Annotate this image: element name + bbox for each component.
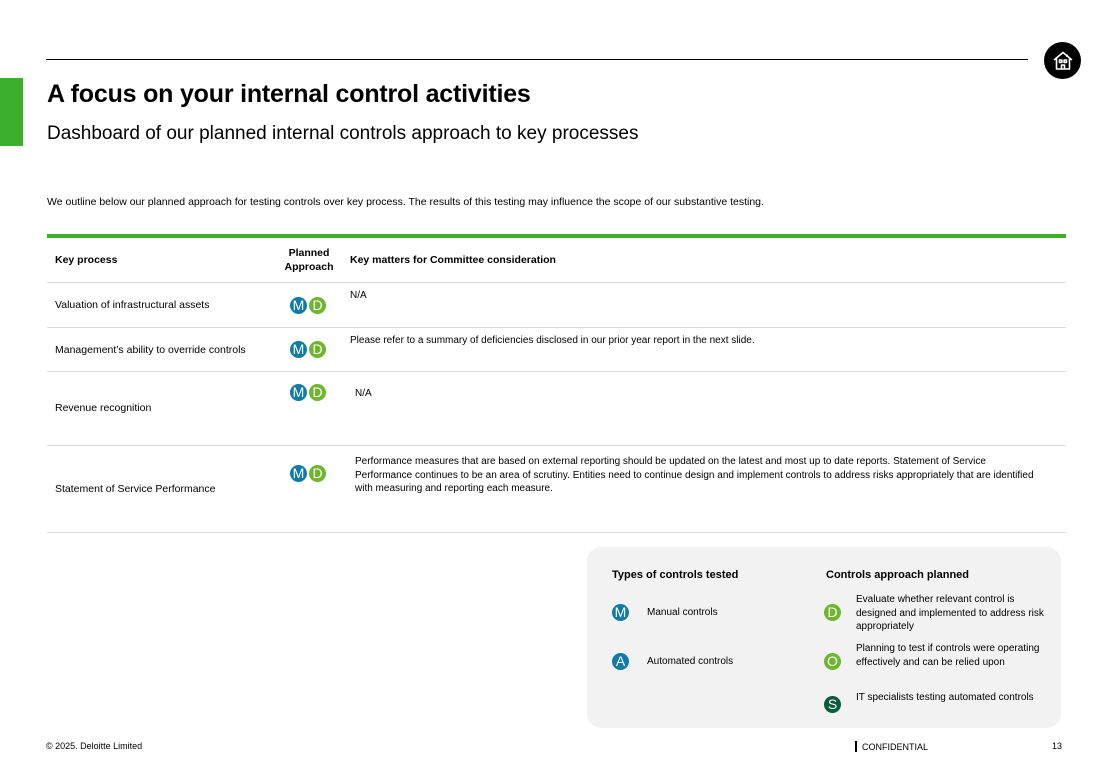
design-implement-badge: D: [309, 297, 326, 314]
design-implement-badge: D: [309, 341, 326, 358]
row-matters: Performance measures that are based on external reporting should be updated on the latest and most up to date reports. Statement of Service Performance continues to be an area of scrutiny. Entities need to continue design and implement controls to address risks appropriately that are identified with measuring and reporting each measure.: [355, 456, 1034, 494]
legend-design-label: Evaluate whether relevant control is designed and implemented to address risk appropriately: [856, 594, 1044, 632]
row-divider: [47, 371, 1066, 372]
page-subtitle: Dashboard of our planned internal controls approach to key processes: [47, 123, 639, 144]
legend-approach-heading: Controls approach planned: [826, 569, 970, 581]
legend-types-heading: Types of controls tested: [612, 569, 739, 581]
automated-controls-badge: A: [612, 653, 629, 670]
row-divider: [47, 445, 1066, 446]
accent-bar: [0, 78, 23, 146]
footer-confidential-text: CONFIDENTIAL: [862, 742, 929, 752]
row-matters: N/A: [350, 290, 367, 301]
manual-controls-badge: M: [290, 465, 307, 482]
row-process: Revenue recognition: [55, 402, 152, 414]
footer-divider: [855, 741, 857, 752]
footer-copyright: © 2025. Deloitte Limited: [46, 741, 143, 751]
row-badges: [290, 341, 326, 358]
design-implement-badge: D: [824, 604, 841, 621]
design-implement-badge: D: [309, 465, 326, 482]
header-planned-approach: [280, 246, 338, 274]
home-icon: [1051, 49, 1075, 73]
top-rule: [46, 59, 1028, 60]
home-button[interactable]: [1044, 42, 1081, 79]
header-key-process: Key process: [55, 254, 118, 266]
header-approach-line1: Planned: [288, 247, 330, 259]
legend-manual-label: Manual controls: [647, 607, 718, 618]
row-badges: [290, 465, 326, 482]
row-matters: Please refer to a summary of deficiencies disclosed in our prior year report in the next slide.: [350, 335, 755, 346]
row-process: Statement of Service Performance: [55, 483, 216, 495]
row-badges: [290, 384, 326, 401]
manual-controls-badge: M: [290, 384, 307, 401]
it-specialists-badge: S: [824, 696, 841, 713]
row-divider: [47, 327, 1066, 328]
row-process: Management’s ability to override controls: [55, 344, 246, 356]
intro-text: We outline below our planned approach for testing controls over key process. The results of this testing may influence the scope of our substantive testing.: [47, 196, 764, 208]
manual-controls-badge: M: [612, 604, 629, 621]
row-process: Valuation of infrastructural assets: [55, 299, 210, 311]
page-title: A focus on your internal control activities: [47, 80, 531, 108]
legend-operating-label: Planning to test if controls were operating effectively and can be relied upon: [856, 643, 1040, 668]
row-divider: [47, 282, 1066, 283]
legend-it-label: IT specialists testing automated controls: [856, 692, 1034, 703]
footer-page-number: 13: [1052, 741, 1063, 751]
legend-automated-label: Automated controls: [647, 656, 734, 667]
row-matters: N/A: [355, 388, 372, 399]
footer-confidential: [855, 741, 928, 752]
operating-effectiveness-badge: O: [824, 653, 841, 670]
design-implement-badge: D: [309, 384, 326, 401]
table-top-border: [47, 234, 1066, 238]
legend-panel: [587, 547, 1061, 728]
header-key-matters: Key matters for Committee consideration: [350, 254, 556, 266]
row-divider: [47, 532, 1066, 533]
row-badges: [290, 297, 326, 314]
manual-controls-badge: M: [290, 297, 307, 314]
manual-controls-badge: M: [290, 341, 307, 358]
header-approach-line2: Approach: [284, 261, 334, 273]
